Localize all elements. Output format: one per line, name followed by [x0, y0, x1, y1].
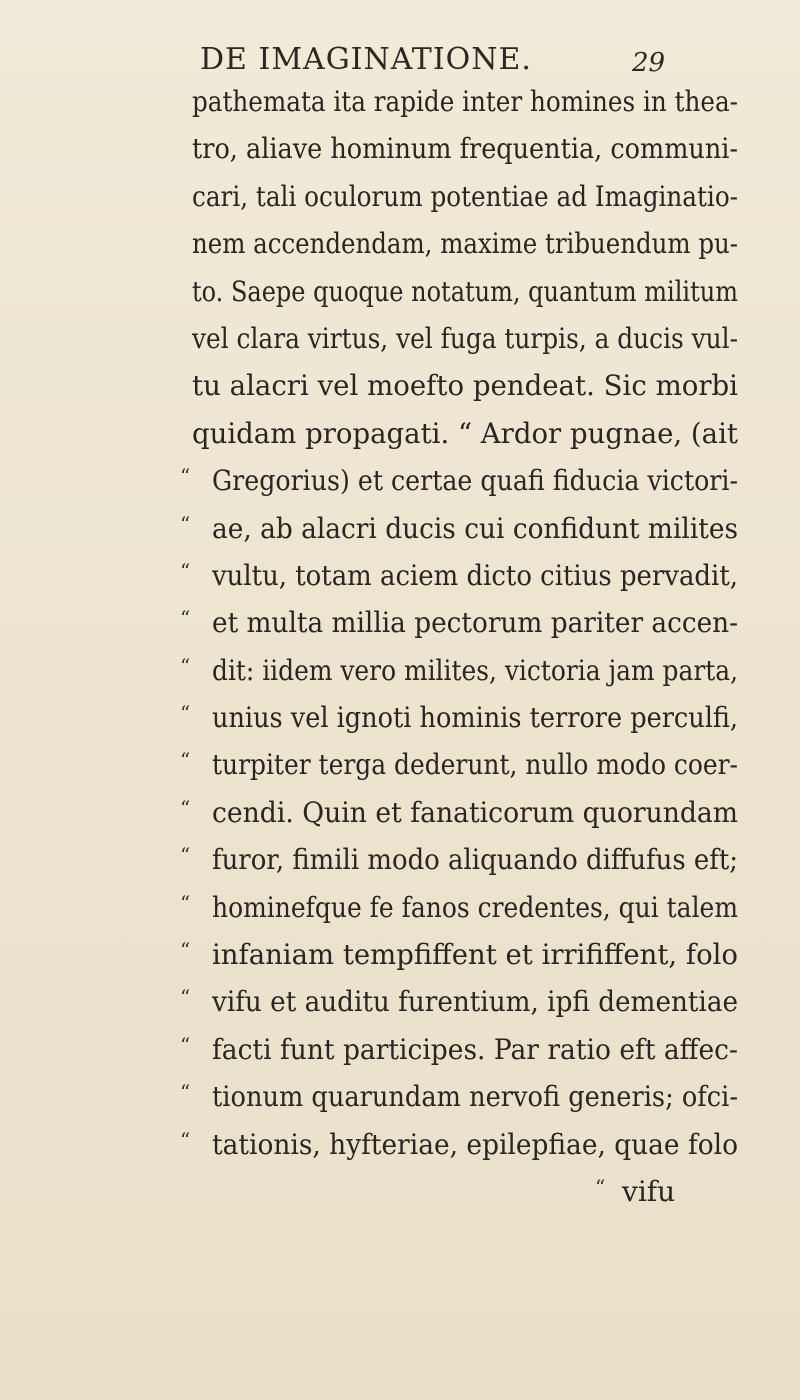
text-line	[0, 694, 800, 741]
quote-mark: “	[180, 464, 191, 489]
catchword: vifu	[622, 1174, 676, 1208]
quote-mark: “	[180, 985, 191, 1010]
line-text: to. Saepe quoque notatum, quantum militum	[192, 274, 738, 308]
line-text: facti funt participes. Par ratio eft affec-	[212, 1032, 738, 1066]
quote-mark: “	[180, 606, 191, 631]
quote-mark: “	[180, 1127, 191, 1152]
line-text: et multa millia pectorum pariter accen-	[212, 606, 739, 640]
text-line	[0, 647, 800, 694]
line-text: tationis, hyfteriae, epilepfiae, quae folo	[212, 1127, 739, 1161]
line-text: cari, tali oculorum potentiae ad Imaginatio-	[192, 179, 739, 213]
text-line	[0, 599, 800, 646]
line-text: tionum quarundam nervofi generis; ofci-	[212, 1080, 739, 1114]
quote-mark: “	[180, 795, 191, 820]
quote-mark: “	[180, 1032, 191, 1057]
text-line	[0, 505, 800, 552]
text-line	[0, 315, 800, 362]
line-text: hominefque fe fanos credentes, qui talem	[212, 890, 739, 924]
line-text: quidam propagati. “ Ardor pugnae, (ait	[192, 416, 738, 450]
line-text: tro, aliave hominum frequentia, communi-	[192, 132, 739, 166]
quote-mark: “	[180, 843, 191, 868]
catchword-line	[0, 1168, 800, 1215]
text-line	[0, 125, 800, 172]
text-line	[0, 1026, 800, 1073]
line-text: cendi. Quin et fanaticorum quorundam	[212, 795, 739, 829]
catchword-quote-mark: “	[595, 1174, 606, 1199]
text-line	[0, 978, 800, 1025]
text-line	[0, 1073, 800, 1120]
text-line	[0, 78, 800, 125]
line-text: unius vel ignoti hominis terrore perculfi,	[212, 701, 739, 735]
quote-mark: “	[180, 748, 191, 773]
text-line	[0, 552, 800, 599]
text-line	[0, 362, 800, 409]
quote-mark: “	[180, 653, 191, 678]
line-text: pathemata ita rapide inter homines in thea-	[192, 85, 739, 118]
quote-mark: “	[180, 938, 191, 963]
text-line	[0, 457, 800, 504]
quote-mark: “	[180, 701, 191, 726]
text-line	[0, 741, 800, 788]
quote-mark: “	[180, 558, 191, 583]
text-line	[0, 268, 800, 315]
line-text: nem accendendam, maxime tribuendum pu-	[192, 227, 738, 261]
text-line	[0, 410, 800, 457]
line-text: vifu et auditu furentium, ipfi dementiae	[212, 985, 739, 1019]
quote-mark: “	[180, 511, 191, 536]
quote-mark: “	[180, 1080, 191, 1105]
line-text: vultu, totam aciem dicto citius pervadit,	[212, 558, 738, 592]
text-line	[0, 836, 800, 883]
line-text: dit: iidem vero milites, victoria jam parta,	[212, 653, 739, 687]
body-text	[0, 78, 800, 1215]
line-text: vel clara virtus, vel fuga turpis, a ducis vul-	[192, 321, 739, 355]
line-text: infaniam tempfiffent et irrififfent, folo	[212, 938, 738, 972]
line-text: tu alacri vel moefto pendeat. Sic morbi	[192, 369, 739, 403]
text-line	[0, 884, 800, 931]
text-line	[0, 1121, 800, 1168]
line-text: ae, ab alacri ducis cui confidunt milites	[212, 511, 739, 545]
running-title: DE IMAGINATIONE.	[200, 42, 532, 77]
line-text: turpiter terga dederunt, nullo modo coer-	[212, 748, 738, 782]
quote-mark: “	[180, 890, 191, 915]
text-line	[0, 173, 800, 220]
text-line	[0, 931, 800, 978]
text-line	[0, 789, 800, 836]
line-text: Gregorius) et certae quafi fiducia victori-	[212, 464, 739, 498]
line-text: furor, fimili modo aliquando diffufus eft;	[212, 843, 738, 877]
page-number: 29	[632, 48, 666, 78]
text-line	[0, 220, 800, 267]
